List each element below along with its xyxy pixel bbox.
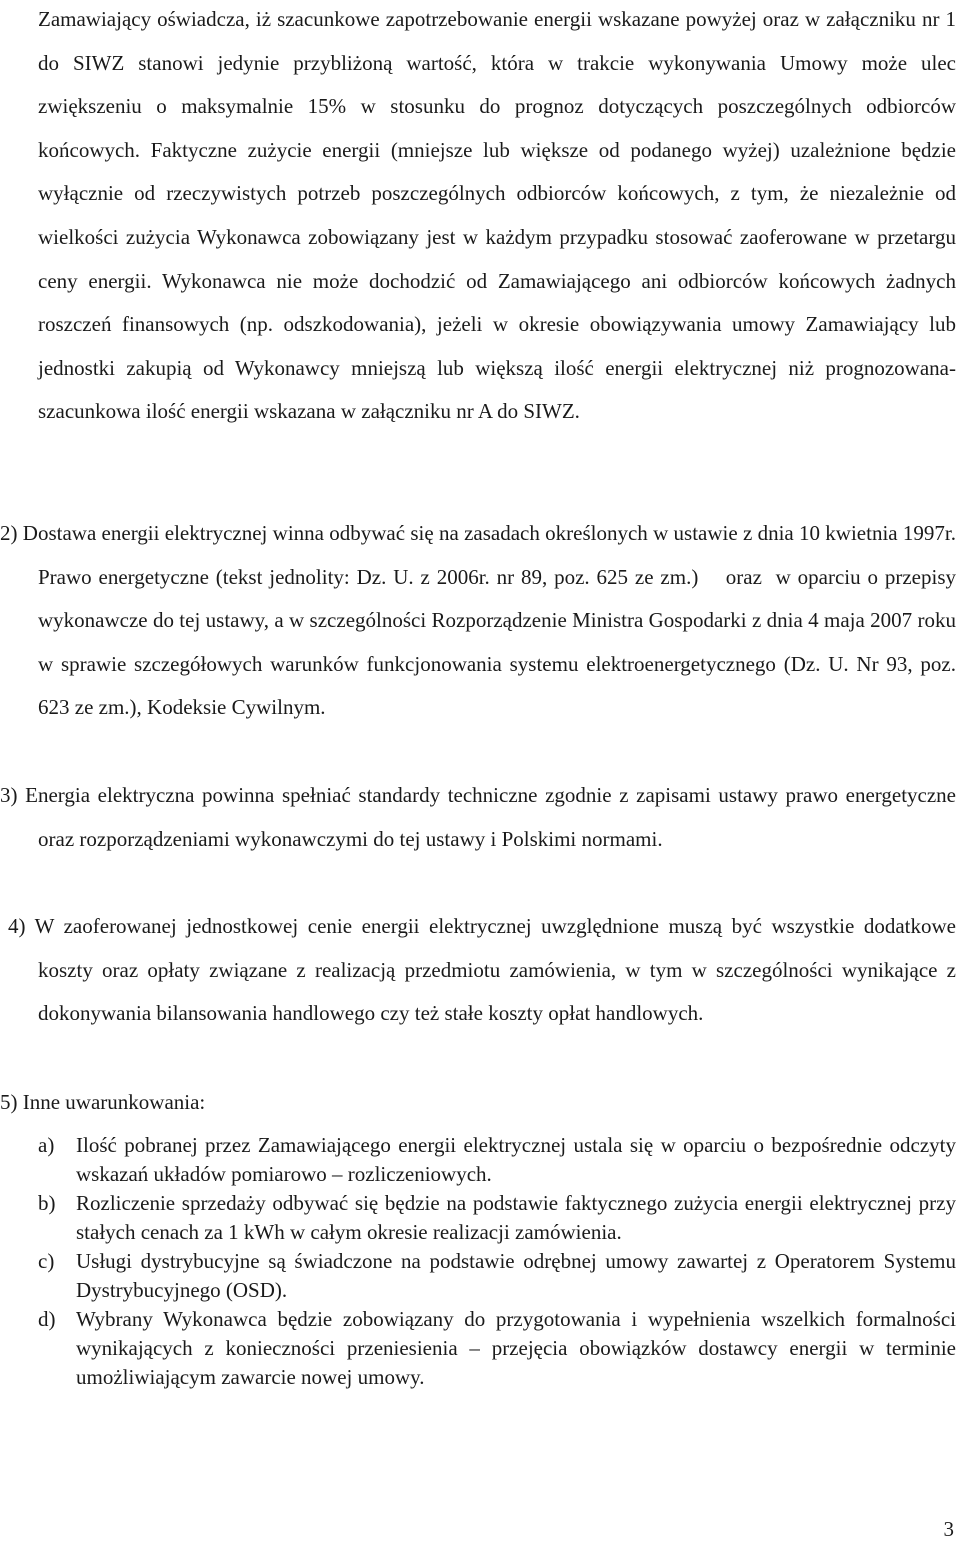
- list-item: [38, 1189, 956, 1247]
- list-item-marker: a): [38, 1133, 55, 1157]
- conditions-list: [38, 1131, 956, 1392]
- section-item-4: [0, 905, 956, 1036]
- page-number: 3: [943, 1517, 954, 1541]
- list-item: [38, 1247, 956, 1305]
- section-item-2: [0, 512, 956, 730]
- section-item-4-text: 4) W zaoferowanej jednostkowej cenie energii elektrycznej uwzględnione muszą być wszystkie dodatkowe koszty oraz opłaty związane z realizacją przedmiotu zamówienia, w tym w szczególności wynikające z dokonywania bilansowania handlowego czy też stałe koszty opłat handlowych.: [8, 914, 956, 1026]
- list-item: [38, 1305, 956, 1392]
- list-item-marker: c): [38, 1249, 55, 1273]
- list-item-text: Usługi dystrybucyjne są świadczone na podstawie odrębnej umowy zawartej z Operatorem Systemu Dystrybucyjnego (OSD).: [76, 1249, 956, 1302]
- section-item-2-text: 2) Dostawa energii elektrycznej winna odbywać się na zasadach określonych w ustawie z dnia 10 kwietnia 1997r. Prawo energetyczne (tekst jednolity: Dz. U. z 2006r. nr 89, poz. 625 ze zm.) oraz w oparciu o przepisy wykonawcze do tej ustawy, a w szczególności Rozporządzenie Ministra Gospodarki z dnia 4 maja 2007 roku w sprawie szczegółowych warunków funkcjonowania systemu elektroenergetycznego (Dz. U. Nr 93, poz. 623 ze zm.), Kodeksie Cywilnym.: [0, 521, 956, 720]
- list-item: [38, 1131, 956, 1189]
- list-item-text: Wybrany Wykonawca będzie zobowiązany do przygotowania i wypełnienia wszelkich formalności wynikających z konieczności przeniesienia – przejęcia obowiązków dostawcy energii w terminie umożliwiającym zawarcie nowej umowy.: [76, 1307, 956, 1389]
- intro-paragraph: Zamawiający oświadcza, iż szacunkowe zapotrzebowanie energii wskazane powyżej oraz w załączniku nr 1 do SIWZ stanowi jedynie przybliżoną wartość, która w trakcie wykonywania Umowy może ulec zwiększeniu o maksymalnie 15% w stosunku do prognoz dotyczących poszczególnych odbiorców końcowych. Faktyczne zużycie energii (mniejsze lub większe od podanego wyżej) uzależnione będzie wyłącznie od rzeczywistych potrzeb poszczególnych odbiorców końcowych, z tym, że niezależnie od wielkości zużycia Wykonawca zobowiązany jest w każdym przypadku stosować zaoferowane w przetargu ceny energii. Wykonawca nie może dochodzić od Zamawiającego ani odbiorców końcowych żadnych roszczeń finansowych (np. odszkodowania), jeżeli w okresie obowiązywania umowy Zamawiający lub jednostki zakupią od Wykonawcy mniejszą lub większą ilość energii elektrycznej niż prognozowana- szacunkowa ilość energii wskazana w załączniku nr A do SIWZ.: [38, 7, 956, 424]
- list-item-text: Ilość pobranej przez Zamawiającego energii elektrycznej ustala się w oparciu o bezpośrednie odczyty wskazań układów pomiarowo – rozliczeniowych.: [76, 1133, 956, 1186]
- list-item-text: Rozliczenie sprzedaży odbywać się będzie na podstawie faktycznego zużycia energii elektrycznej przy stałych cenach za 1 kWh w całym okresie realizacji zamówienia.: [76, 1191, 956, 1244]
- list-item-marker: d): [38, 1307, 56, 1331]
- section-item-5-heading: 5) Inne uwarunkowania:: [0, 1090, 206, 1114]
- list-item-marker: b): [38, 1191, 56, 1215]
- section-item-3-text: 3) Energia elektryczna powinna spełniać standardy techniczne zgodnie z zapisami ustawy prawo energetyczne oraz rozporządzeniami wykonawczymi do tej ustawy i Polskimi normami.: [0, 783, 956, 851]
- section-item-3: [0, 774, 956, 861]
